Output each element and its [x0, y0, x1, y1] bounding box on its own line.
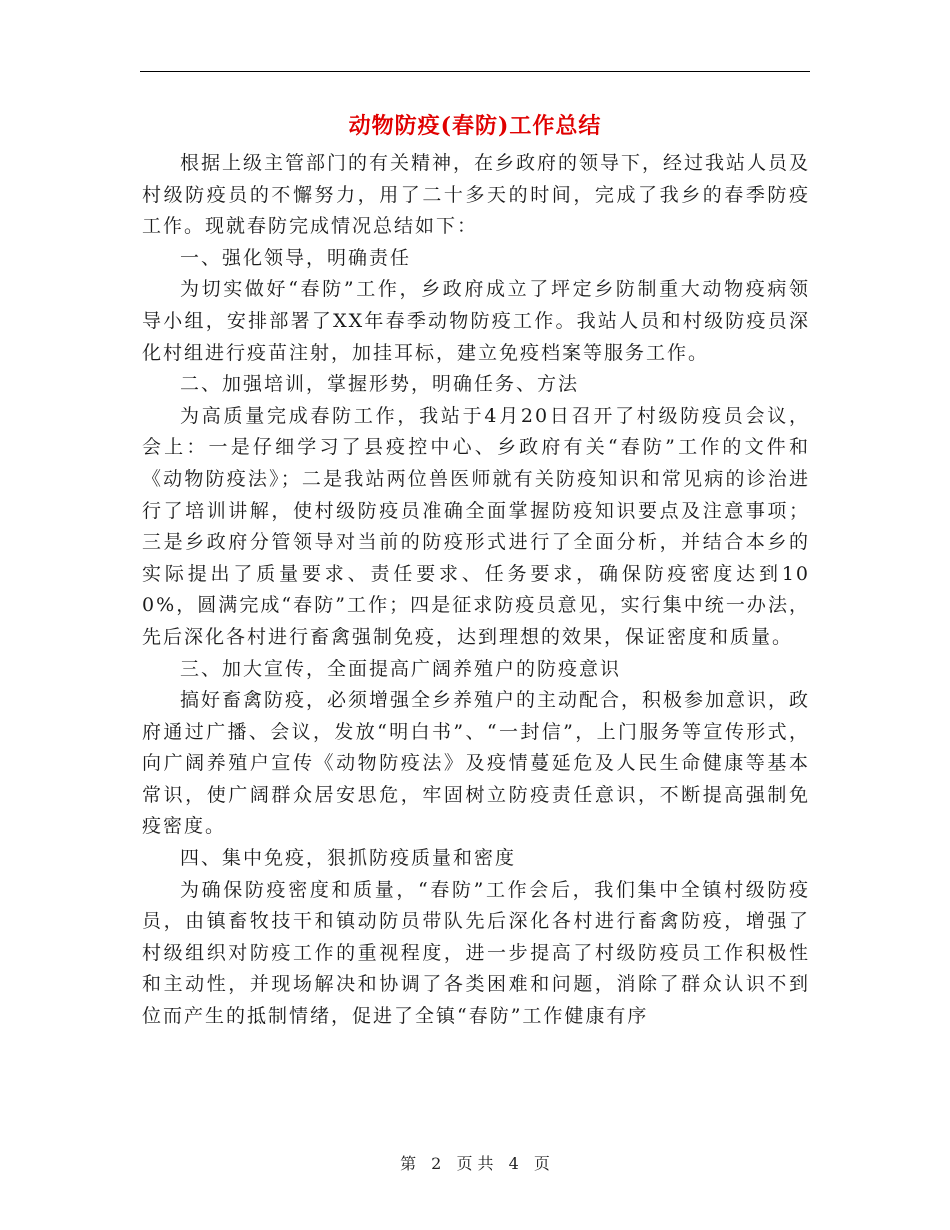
- section-heading-1: 一、强化领导，明确责任: [180, 246, 412, 269]
- document-body: [142, 148, 810, 1033]
- footer-suffix: 页: [533, 1154, 550, 1173]
- intro-paragraph: 根据上级主管部门的有关精神，在乡政府的领导下，经过我站人员及村级防疫员的不懈努力，用了二十多天的时间，完成了我乡的春季防疫工作。现就春防完成情况总结如下：: [142, 152, 811, 238]
- footer-total-pages: 4: [508, 1154, 519, 1173]
- section-paragraph-3: 搞好畜禽防疫，必须增强全乡养殖户的主动配合，积极参加意识，政府通过广播、会议，发放“明白书”、“一封信”，上门服务等宣传形式，向广阔养殖户宣传《动物防疫法》及疫情蔓延危及人民生命健康等基本常识，使广阔群众居安思危，牢固树立防疫责任意识，不断提高强制免疫密度。: [142, 689, 811, 838]
- footer-page-number: 2: [431, 1154, 442, 1173]
- section-heading-3: 三、加大宣传，全面提高广阔养殖户的防疫意识: [180, 657, 622, 680]
- header-rule: [140, 71, 810, 72]
- section-paragraph-1: 为切实做好“春防”工作，乡政府成立了坪定乡防制重大动物疫病领导小组，安排部署了XX年春季动物防疫工作。我站人员和村级防疫员深化村组进行疫苗注射，加挂耳标，建立免疫档案等服务工作。: [142, 278, 810, 364]
- section-paragraph-2: 为高质量完成春防工作，我站于4月20日召开了村级防疫员会议，会上：一是仔细学习了县疫控中心、乡政府有关“春防”工作的文件和《动物防疫法》；二是我站两位兽医师就有关防疫知识和常见病的诊治进行了培训讲解，使村级防疫员准确全面掌握防疫知识要点及注意事项；三是乡政府分管领导对当前的防疫形式进行了全面分析，并结合本乡的实际提出了质量要求、责任要求、任务要求，确保防疫密度达到100%，圆满完成“春防”工作；四是征求防疫员意见，实行集中统一办法，先后深化各村进行畜禽强制免疫，达到理想的效果，保证密度和质量。: [142, 404, 810, 648]
- footer-prefix: 第: [400, 1154, 417, 1173]
- document-title: 动物防疫(春防)工作总结: [348, 113, 602, 139]
- section-heading-4: 四、集中免疫，狠抓防疫质量和密度: [180, 847, 517, 870]
- section-paragraph-4: 为确保防疫密度和质量，“春防”工作会后，我们集中全镇村级防疫员，由镇畜牧技干和镇动防员带队先后深化各村进行畜禽防疫，增强了村级组织对防疫工作的重视程度，进一步提高了村级防疫员工作积极性和主动性，并现场解决和协调了各类困难和问题，消除了群众认识不到位而产生的抵制情绪，促进了全镇“春防”工作健康有序: [142, 878, 810, 1028]
- page-footer: [0, 1154, 950, 1174]
- footer-middle: 页 共: [456, 1154, 494, 1173]
- section-heading-2: 二、加强培训，掌握形势，明确任务、方法: [180, 373, 580, 396]
